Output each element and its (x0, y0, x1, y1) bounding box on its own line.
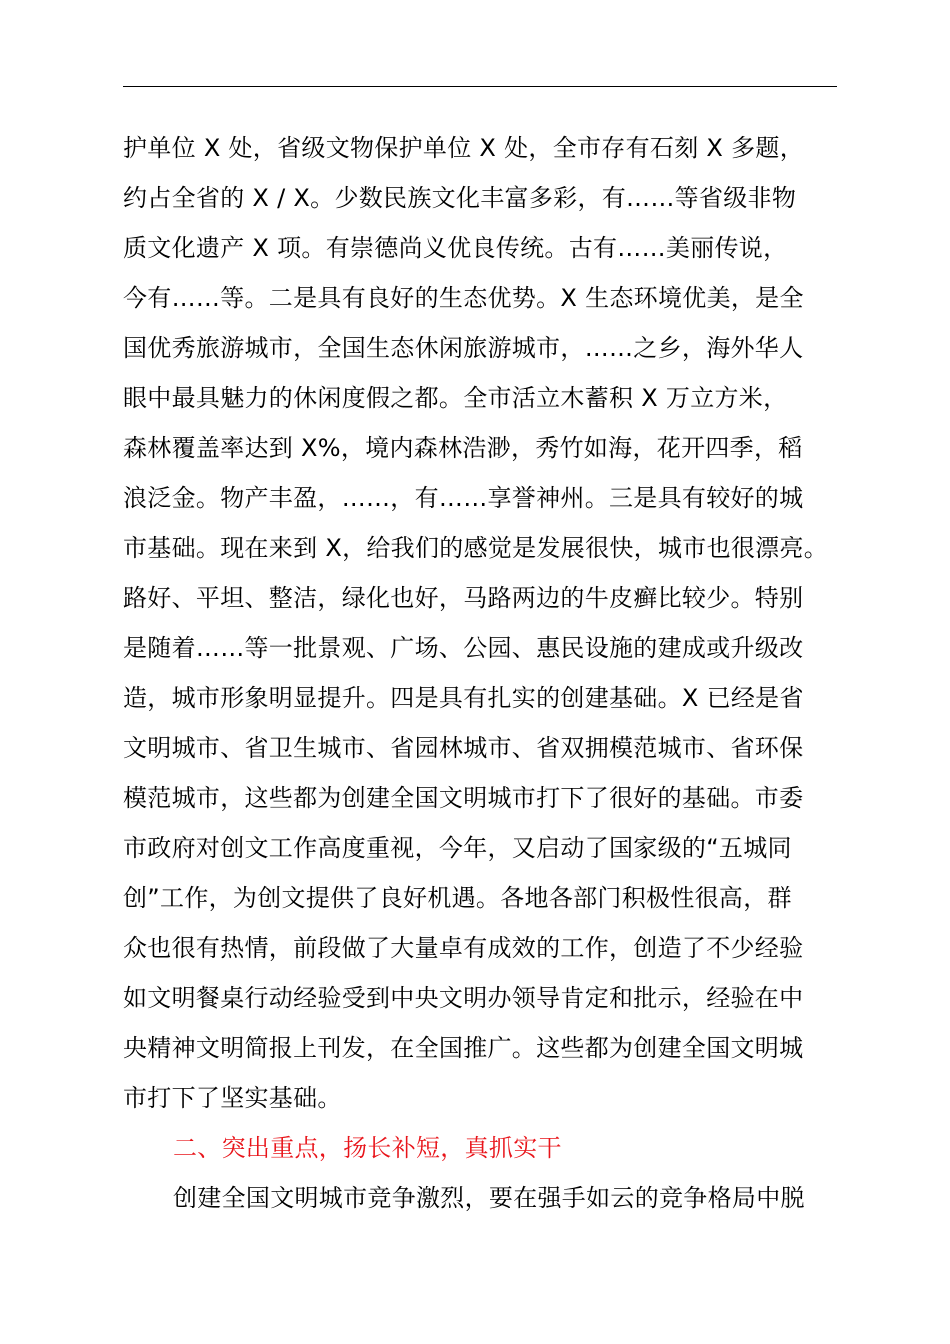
body-line: 市打下了坚实基础。 (123, 1084, 342, 1112)
body-line: 护单位 X 处，省级文物保护单位 X 处，全市存有石刻 X 多题， (123, 134, 804, 162)
body-line: 浪泛金。物产丰盈，……，有……享誉神州。三是具有较好的城 (123, 484, 804, 512)
body-line: 如文明餐桌行动经验受到中央文明办领导肯定和批示，经验在中 (123, 984, 804, 1012)
body-line: 今有……等。二是具有良好的生态优势。X 生态环境优美，是全 (123, 284, 804, 312)
body-line: 文明城市、省卫生城市、省园林城市、省双拥模范城市、省环保 (123, 734, 804, 762)
body-line: 央精神文明简报上刊发，在全国推广。这些都为创建全国文明城 (123, 1034, 804, 1062)
body-line: 模范城市，这些都为创建全国文明城市打下了很好的基础。市委 (123, 784, 804, 812)
body-line: 森林覆盖率达到 X%，境内森林浩渺，秀竹如海，花开四季，稻 (123, 434, 803, 462)
body-line: 市政府对创文工作高度重视，今年，又启动了国家级的“五城同 (123, 834, 792, 862)
body-line: 国优秀旅游城市，全国生态休闲旅游城市，……之乡，海外华人 (123, 334, 804, 362)
section-heading: 二、突出重点，扬长补短，真抓实干 (173, 1134, 562, 1162)
header-rule (123, 86, 837, 87)
body-line: 约占全省的 X / X。少数民族文化丰富多彩，有……等省级非物 (123, 184, 797, 212)
body-line: 质文化遗产 X 项。有崇德尚义优良传统。古有……美丽传说， (123, 234, 788, 262)
body-line: 造，城市形象明显提升。四是具有扎实的创建基础。X 已经是省 (123, 684, 804, 712)
body-line: 众也很有热情，前段做了大量卓有成效的工作，创造了不少经验 (123, 934, 804, 962)
body-line: 创建全国文明城市竞争激烈，要在强手如云的竞争格局中脱 (173, 1184, 805, 1212)
body-line: 眼中最具魅力的休闲度假之都。全市活立木蓄积 X 万立方米， (123, 384, 788, 412)
body-line: 是随着……等一批景观、广场、公园、惠民设施的建成或升级改 (123, 634, 804, 662)
body-line: 市基础。现在来到 X，给我们的感觉是发展很快，城市也很漂亮。 (123, 534, 829, 562)
body-line: 创”工作，为创文提供了良好机遇。各地各部门积极性很高，群 (123, 884, 792, 912)
body-line: 路好、平坦、整洁，绿化也好，马路两边的牛皮癣比较少。特别 (123, 584, 804, 612)
